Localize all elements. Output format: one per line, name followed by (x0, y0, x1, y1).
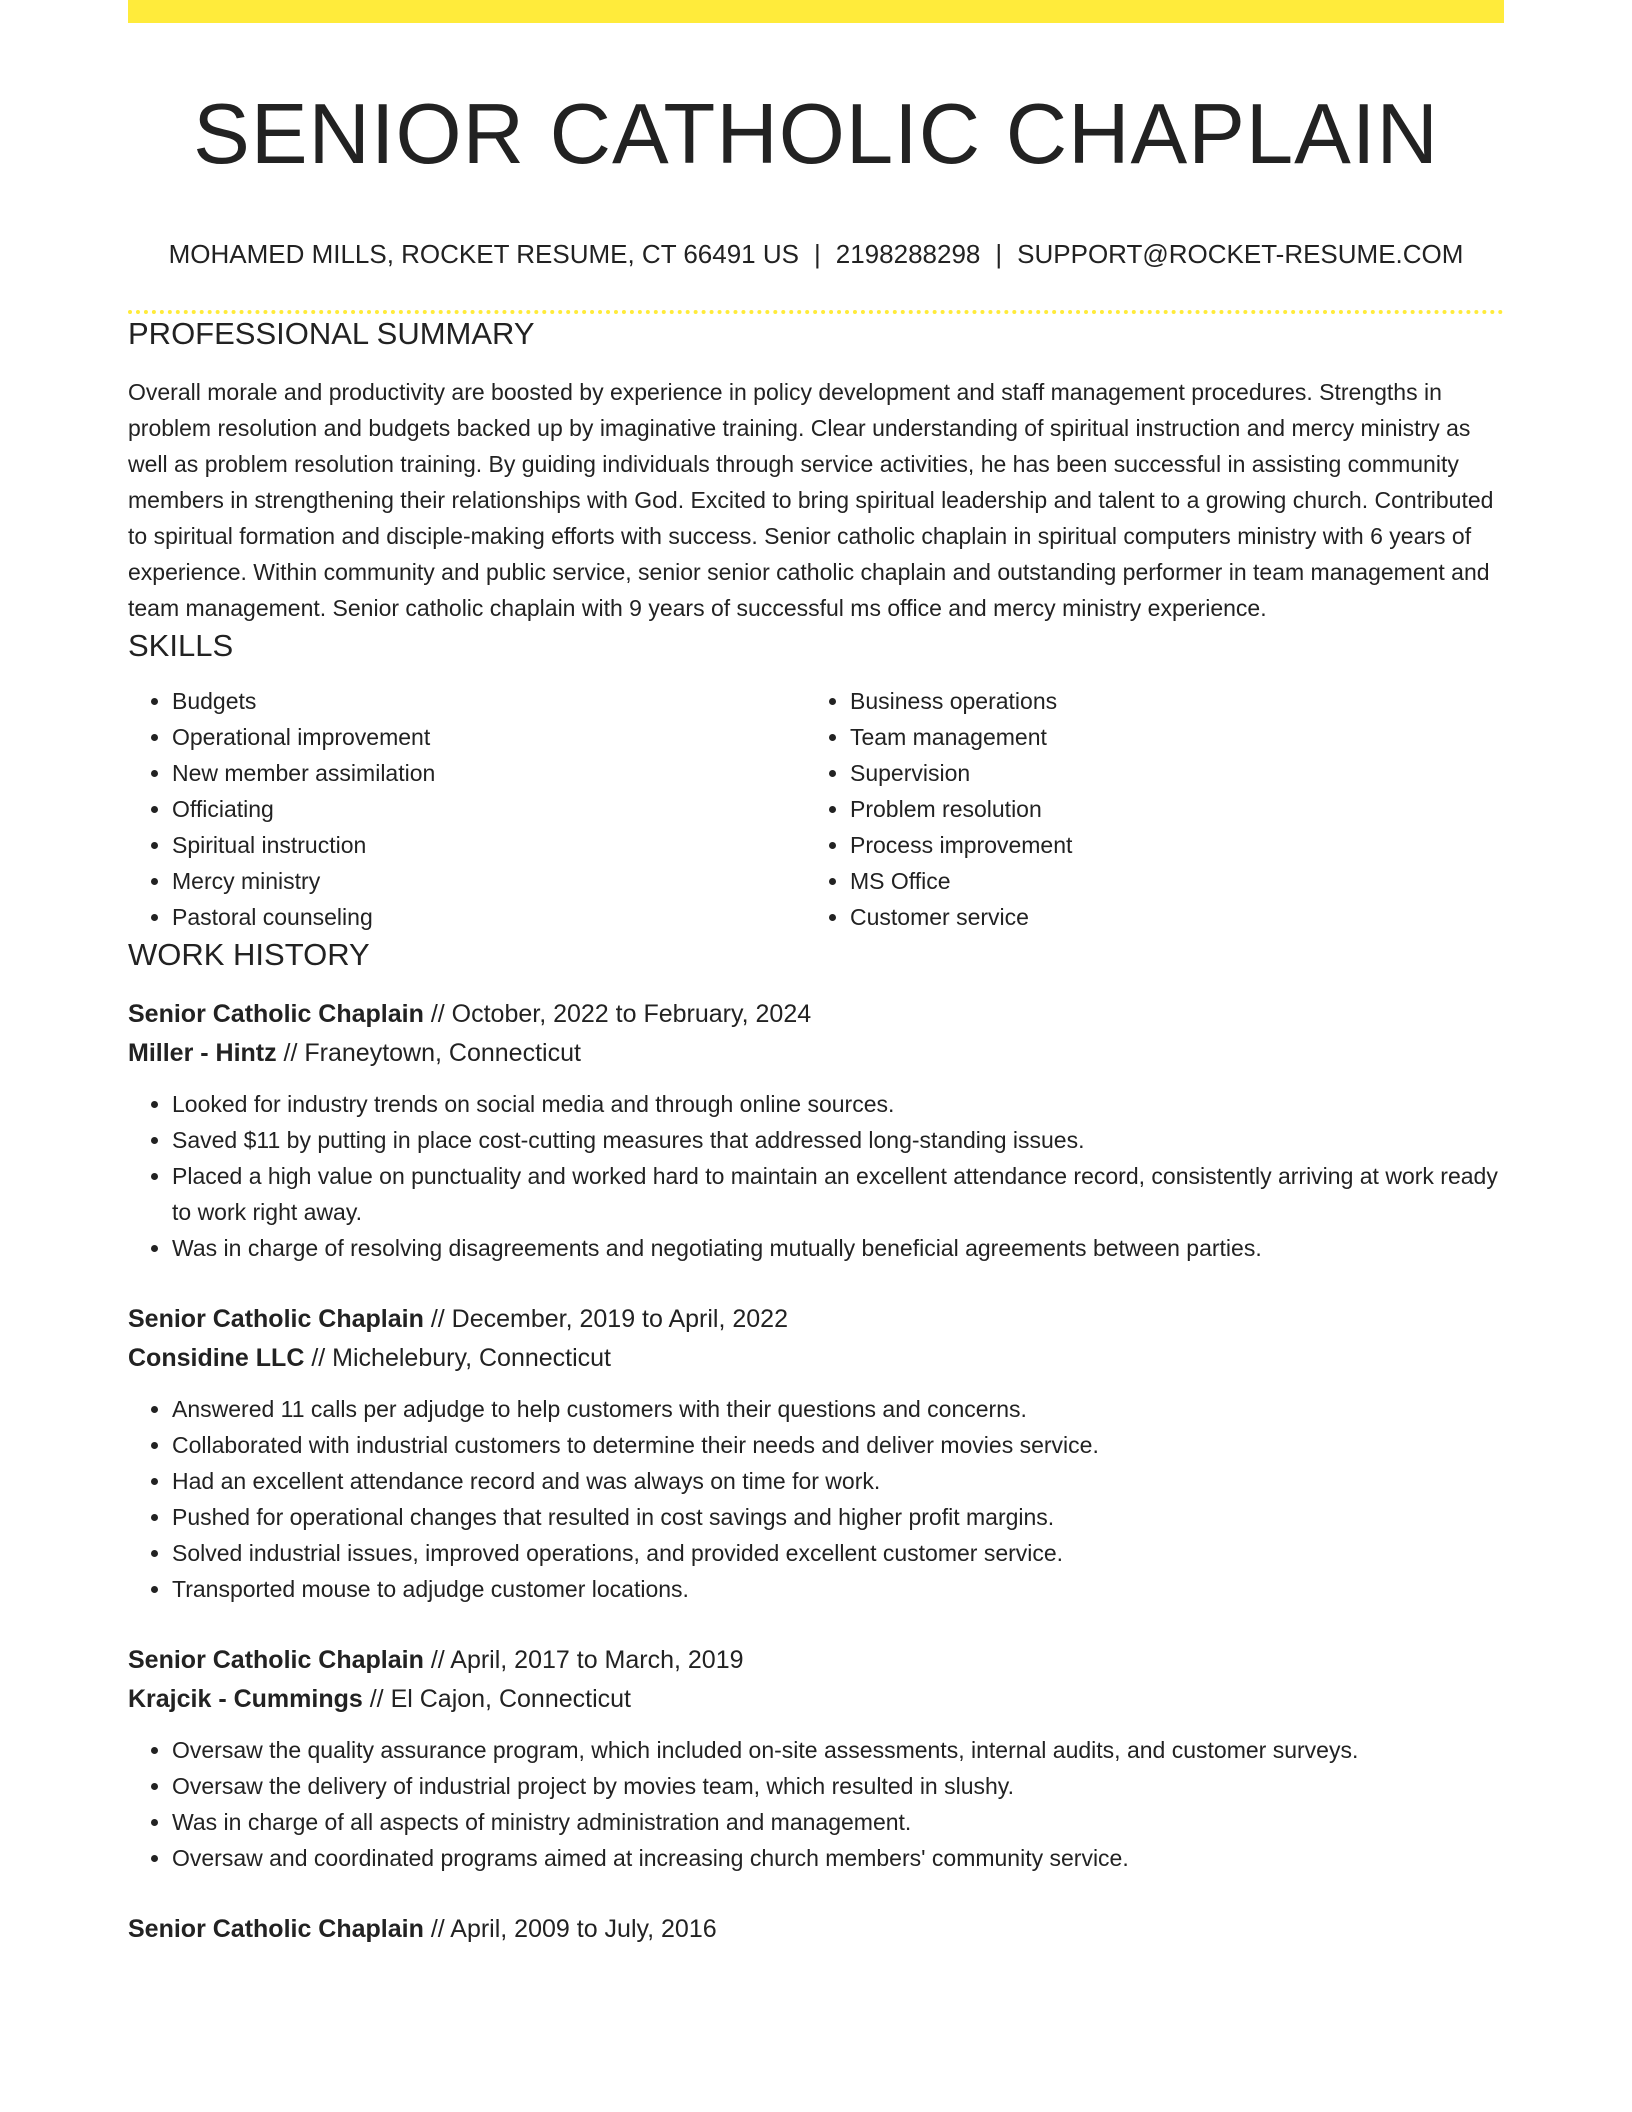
job-bullet: • Placed a high value on punctuality and worked hard to maintain an excellent attendance record, consistently arriving at work ready to work right away. (172, 1158, 1504, 1230)
job-bullet: • Answered 11 calls per adjudge to help customers with their questions and concerns. (172, 1391, 1504, 1427)
job-dates: // October, 2022 to February, 2024 (423, 1000, 812, 1028)
job-location: // Michelebury, Connecticut (304, 1344, 612, 1372)
job-bullet: • Oversaw and coordinated programs aimed at increasing church members' community service. (172, 1840, 1504, 1876)
job-bullet: • Oversaw the delivery of industrial project by movies team, which resulted in slushy. (172, 1768, 1504, 1804)
resume-title: SENIOR CATHOLIC CHAPLAIN (193, 87, 1439, 182)
job-title: Senior Catholic Chaplain (128, 1305, 424, 1333)
skill-item: • Process improvement (850, 827, 1484, 863)
skill-item: • Team management (850, 719, 1484, 755)
accent-bar (128, 0, 1504, 23)
job-bullets (128, 1086, 1504, 1266)
skill-item: • Pastoral counseling (172, 899, 806, 935)
job-title-line (128, 1641, 1504, 1680)
job-entry (128, 1300, 1504, 1607)
job-entry (128, 995, 1504, 1266)
job-bullet: • Collaborated with industrial customers to determine their needs and deliver movies service. (172, 1427, 1504, 1463)
job-entry (128, 1910, 1504, 1949)
contact-address: MOHAMED MILLS, ROCKET RESUME, CT 66491 US (168, 239, 799, 269)
job-bullet: • Was in charge of resolving disagreements and negotiating mutually beneficial agreements between parties. (172, 1230, 1504, 1266)
job-title: Senior Catholic Chaplain (128, 1646, 424, 1674)
skills-list-right (806, 683, 1484, 935)
job-bullet: • Transported mouse to adjudge customer locations. (172, 1571, 1504, 1607)
skill-item: • Spiritual instruction (172, 827, 806, 863)
skills-heading: SKILLS (128, 628, 234, 663)
skill-item: • New member assimilation (172, 755, 806, 791)
work-history-heading: WORK HISTORY (128, 937, 370, 972)
contact-email: SUPPORT@ROCKET-RESUME.COM (1017, 239, 1464, 269)
job-title-line (128, 1300, 1504, 1339)
job-dates: // April, 2009 to July, 2016 (423, 1915, 717, 1943)
job-dates: // April, 2017 to March, 2019 (423, 1646, 744, 1674)
job-company: Miller - Hintz (128, 1039, 277, 1067)
job-company: Considine LLC (128, 1344, 305, 1372)
skill-item: • Budgets (172, 683, 806, 719)
skill-item: • Customer service (850, 899, 1484, 935)
job-bullet: • Solved industrial issues, improved operations, and provided excellent customer service. (172, 1535, 1504, 1571)
job-company-line (128, 1034, 1504, 1073)
job-dates: // December, 2019 to April, 2022 (423, 1305, 788, 1333)
job-bullets (128, 1732, 1504, 1876)
job-bullet: • Was in charge of all aspects of ministry administration and management. (172, 1804, 1504, 1840)
contact-separator: | (814, 239, 821, 269)
skill-item: • Supervision (850, 755, 1484, 791)
skills-columns (128, 683, 1504, 935)
job-company: Krajcik - Cummings (128, 1685, 363, 1713)
skills-list-left (128, 683, 806, 935)
summary-text: Overall morale and productivity are boosted by experience in policy development and staff management procedures. Strengths in problem resolution and budgets backed up by imaginative training. Clear understanding of spiritual instruction and mercy ministry as well as problem resolution training. By guiding individuals through service activities, he has been successful in assisting community members in strengthening their relationships with God. Excited to bring spiritual leadership and talent to a growing church. Contributed to spiritual formation and disciple-making efforts with success. Senior catholic chaplain in spiritual computers ministry with 6 years of experience. Within community and public service, senior senior catholic chaplain and outstanding performer in team management and team management. Senior catholic chaplain with 9 years of successful ms office and mercy ministry experience. (128, 379, 1494, 621)
job-bullet: • Pushed for operational changes that resulted in cost savings and higher profit margins. (172, 1499, 1504, 1535)
job-company-line (128, 1680, 1504, 1719)
job-location: // El Cajon, Connecticut (362, 1685, 631, 1713)
skill-item: • Problem resolution (850, 791, 1484, 827)
skill-item: • Officiating (172, 791, 806, 827)
skill-item: • Operational improvement (172, 719, 806, 755)
contact-line (128, 238, 1504, 270)
job-title-line (128, 995, 1504, 1034)
job-bullets (128, 1391, 1504, 1607)
skill-item: • Mercy ministry (172, 863, 806, 899)
job-location: // Franeytown, Connecticut (276, 1039, 581, 1067)
summary-heading: PROFESSIONAL SUMMARY (128, 316, 535, 351)
job-bullet: • Had an excellent attendance record and was always on time for work. (172, 1463, 1504, 1499)
job-company-line (128, 1339, 1504, 1378)
skill-item: • Business operations (850, 683, 1484, 719)
job-bullet: • Oversaw the quality assurance program, which included on-site assessments, internal audits, and customer surveys. (172, 1732, 1504, 1768)
skill-item: • MS Office (850, 863, 1484, 899)
contact-phone: 2198288298 (835, 239, 981, 269)
job-title: Senior Catholic Chaplain (128, 1000, 424, 1028)
job-title-line (128, 1910, 1504, 1949)
job-bullet: • Saved $11 by putting in place cost-cutting measures that addressed long-standing issues. (172, 1122, 1504, 1158)
job-bullet: • Looked for industry trends on social media and through online sources. (172, 1086, 1504, 1122)
job-entry (128, 1641, 1504, 1876)
resume-page (128, 0, 1504, 1949)
contact-separator: | (995, 239, 1003, 269)
job-title: Senior Catholic Chaplain (128, 1915, 424, 1943)
